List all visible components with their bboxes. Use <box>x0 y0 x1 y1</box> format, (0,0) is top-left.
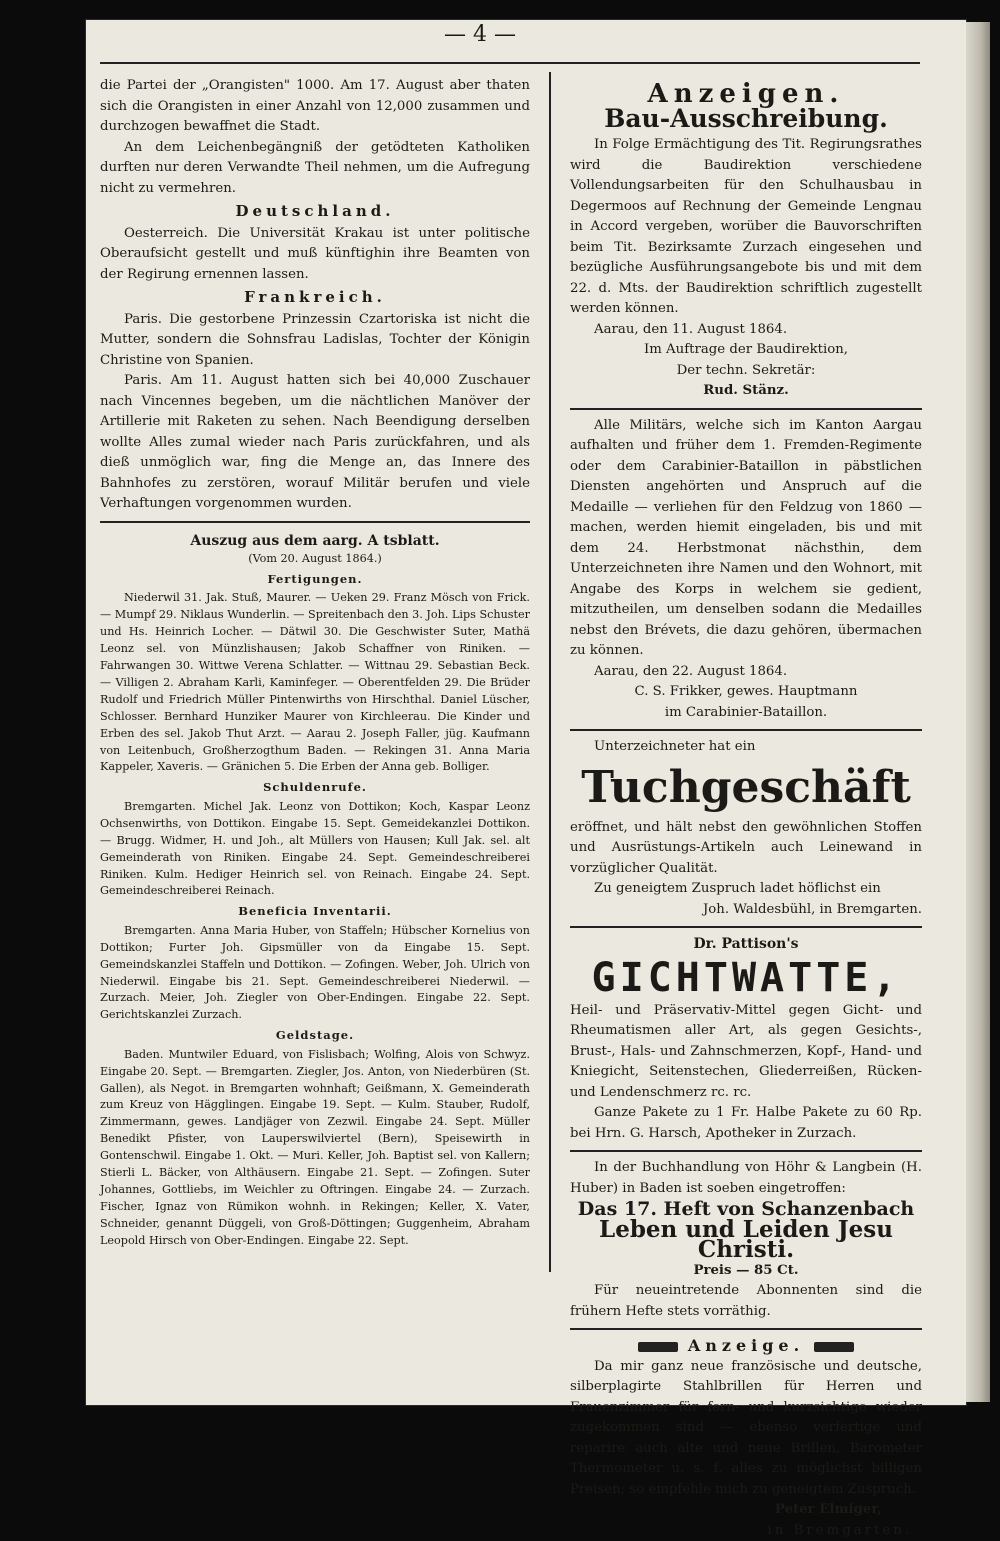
bau-ausschreibung-title: Bau-Ausschreibung. <box>570 109 922 130</box>
gichtwatte-title: GICHTWATTE, <box>570 955 922 1001</box>
ads-heading: Anzeigen. <box>570 84 922 105</box>
military-notice-date: Aarau, den 22. August 1864. <box>570 662 922 683</box>
bau-signature-line: Der techn. Sekretär: <box>570 361 922 382</box>
news-paragraph: An dem Leichenbegängniß der getödteten Katholiken durften nur deren Verwandte Theil nehmen, um die Aufregung nicht zu vermehren. <box>100 138 530 200</box>
section-heading-frankreich: Frankreich. <box>100 287 530 308</box>
brillen-signature-place: in Bremgarten. <box>570 1521 922 1541</box>
anzeige-label: Anzeige. <box>688 1336 804 1355</box>
section-heading-deutschland: Deutschland. <box>100 201 530 222</box>
pointing-hand-icon <box>814 1342 854 1352</box>
bau-text: In Folge Ermächtigung des Tit. Regirungsrathes wird die Baudirektion verschiedene Vollendungsarbeiten für den Schulhausbau in Degermoos auf Rechnung der Gemeinde Lengnau in Accord vergeben, worüber die Bauvorschriften beim Tit. Bezirksamte Zurzach eingesehen und bezügliche Ausführungsangebote bis und mit dem 22. d. Mts. der Baudirektion schriftlich zugestellt werden können. <box>570 135 922 320</box>
price-line: Preis — 85 Ct. <box>570 1261 922 1282</box>
schuldenrufe-text: Bremgarten. Michel Jak. Leonz von Dottikon; Koch, Kaspar Leonz Ochsenwirths, von Dottikon. Eingabe 15. Sept. Gemeidekanzlei Dottikon. — Brugg. Widmer, H. und Joh., alt Müllers von Hausen; Kull Jak. sel. alt Gemeinderath von Riniken. Eingabe 24. Sept. Gemeindeschreiberei Riniken. Kulm. Hediger Heinrich sel. von Reinach. Eingabe 24. Sept. Gemeindeschreiberei Reinach. <box>100 799 530 900</box>
extract-date: (Vom 20. August 1864.) <box>100 551 530 568</box>
extract-title: Auszug aus dem aarg. A tsblatt. <box>100 531 530 552</box>
gicht-price: Ganze Pakete zu 1 Fr. Halbe Pakete zu 60 Rp. bei Hrn. G. Harsch, Apotheker in Zurzach. <box>570 1103 922 1144</box>
left-column <box>100 76 530 1250</box>
bau-signature-line: Im Auftrage der Baudirektion, <box>570 340 922 361</box>
subheading-beneficia: Beneficia Inventarii. <box>100 901 530 922</box>
subheading-schuldenrufe: Schuldenrufe. <box>100 777 530 798</box>
column-divider <box>549 72 551 1272</box>
brillen-signature-name: Peter Elmiger, <box>570 1500 922 1521</box>
beneficia-text: Bremgarten. Anna Maria Huber, von Staffeln; Hübscher Kornelius von Dottikon; Furter Joh. Gipsmüller von da Eingabe 15. Sept. Gemeindskanzlei Staffeln und Dottikon. — Zofingen. Weber, Joh. Ulrich von Niederwil. Eingabe bis 21. Sept. Gemeindeschreiberei Niederwil. — Zurzach. Meier, Joh. Ziegler von Ober-Endingen. Eingabe 22. Sept. Gerichtskanzlei Zurzach. <box>100 923 530 1024</box>
ad-rule <box>570 1150 922 1152</box>
news-paragraph: Paris. Am 11. August hatten sich bei 40,000 Zuschauer nach Vincennes begeben, um die nächtlichen Manöver der Artillerie mit Raketen zu sehen. Nach Beendigung derselben wollte Alles zumal wieder nach Paris zurückfahren, und als dieß unmöglich war, fing die Menge an, das Innere des Bahnhofes zu zerstören, worauf Militär berufen und viele Verhaftungen vorgenommen wurden. <box>100 371 530 515</box>
tuch-intro: Unterzeichneter hat ein <box>570 737 922 758</box>
news-paragraph: die Partei der „Orangisten" 1000. Am 17. August aber thaten sich die Orangisten in einer Anzahl von 12,000 zusammen und durchzogen bewaffnet die Stadt. <box>100 76 530 138</box>
geldstage-text: Baden. Muntwiler Eduard, von Fislisbach; Wolfing, Alois von Schwyz. Eingabe 20. Sept. — Bremgarten. Ziegler, Jos. Anton, von Niederbüren (St. Gallen), als Negot. in Bremgarten wohnhaft; Geißmann, X. Gemeinderath zum Kreuz von Hägglingen. Eingabe 19. Sept. — Kulm. Stauber, Rudolf, Zimmermann, gewes. Landjäger von Zezwil. Eingabe 24. Sept. Müller Benedikt Pfister, von Lauperswilviertel (Bern), Speisewirth in Gontenschwil. Eingabe 1. Okt. — Muri. Keller, Joh. Baptist sel. von Kallern; Stierli L. Bäcker, von Althäusern. Eingabe 21. Sept. — Zofingen. Suter Johannes, Gottliebs, im Weichler zu Oftringen. Eingabe 24. — Zurzach. Fischer, Ignaz von Rümikon wohnh. in Rekingen; Keller, X. Vater, Schneider, genannt Düggeli, von Groß-Döttingen; Guggenheim, Abraham Leopold Hirsch von Ober-Endingen. Eingabe 22. Sept. <box>100 1047 530 1250</box>
buchhandlung-text: Für neueintretende Abonnenten sind die frühern Hefte stets vorräthig. <box>570 1281 922 1322</box>
military-notice-text: Alle Militärs, welche sich im Kanton Aargau aufhalten und früher dem 1. Fremden-Regimente oder dem Carabinier-Bataillon in päbstlichen Diensten angehörten und Anspruch auf die Medaille — verliehen für den Feldzug von 1860 — machen, werden hiemit eingeladen, bis und mit dem 24. Herbstmonat nächsthin, dem Unterzeichneten ihre Namen und den Wohnort, mit Angabe des Korps in welchem sie gedient, mitzutheilen, um denselben sodann die Medailles nebst den Brévets, die dazu gehören, übermachen zu können. <box>570 416 922 662</box>
page-edge <box>966 22 990 1402</box>
anzeige-heading <box>570 1336 922 1357</box>
right-column <box>570 76 922 1541</box>
ad-rule <box>570 1328 922 1330</box>
tuchgeschaeft-title: Tuchgeschäft <box>570 762 922 814</box>
fertigungen-text: Niederwil 31. Jak. Stuß, Maurer. — Ueken 29. Franz Mösch von Frick. — Mumpf 29. Niklaus Wunderlin. — Spreitenbach den 3. Joh. Lips Schuster und Hs. Heinrich Locher. — Dätwil 30. Die Geschwister Suter, Mathä Leonz sel. von Münzlishausen; Jakob Schaffner von Riniken. — Fahrwangen 30. Wittwe Verena Schlatter. — Wittnau 29. Sebastian Beck. — Villigen 2. Abraham Karli, Kaminfeger. — Oberentfelden 29. Die Brüder Rudolf und Friedrich Müller Pintenwirths von Hirschthal. Daniel Lüscher, Schlosser. Bernhard Hunziker Maurer von Kirchleerau. Die Kinder und Erben des sel. Jakob Thut Arzt. — Aarau 2. Joseph Faller, jüg. Kaufmann von Leitenbuch, Großherzogthum Baden. — Rekingen 31. Anna Maria Kappeler, Xaveris. — Gränichen 5. Die Erben der Anna geb. Bolliger. <box>100 590 530 776</box>
page-number: — 4 — <box>430 22 530 47</box>
news-paragraph: Paris. Die gestorbene Prinzessin Czartoriska ist nicht die Mutter, sondern die Sohnsfrau Ladislas, Tochter der Königin Christine von Spanien. <box>100 310 530 372</box>
subheading-geldstage: Geldstage. <box>100 1025 530 1046</box>
header-rule <box>100 62 920 64</box>
pattison-label: Dr. Pattison's <box>570 934 922 955</box>
military-signature: C. S. Frikker, gewes. Hauptmann <box>570 682 922 703</box>
leben-title: Leben und Leiden Jesu Christi. <box>570 1220 922 1261</box>
ad-rule <box>570 926 922 928</box>
pointing-hand-icon <box>638 1342 678 1352</box>
buchhandlung-text: In der Buchhandlung von Höhr & Langbein (H. Huber) in Baden ist soeben eingetroffen: <box>570 1158 922 1199</box>
military-signature: im Carabinier-Bataillon. <box>570 703 922 724</box>
ad-rule <box>570 729 922 731</box>
heft-title: Das 17. Heft von Schanzenbach <box>570 1199 922 1220</box>
bau-date: Aarau, den 11. August 1864. <box>570 320 922 341</box>
section-rule <box>100 521 530 523</box>
news-paragraph: Oesterreich. Die Universität Krakau ist unter politische Oberaufsicht gestellt und muß künftighin ihre Beamten von der Regirung ernennen lassen. <box>100 224 530 286</box>
tuch-text: eröffnet, und hält nebst den gewöhnlichen Stoffen und Ausrüstungs-Artikeln auch Leinewand in vorzüglicher Qualität. <box>570 818 922 880</box>
tuch-signature: Joh. Waldesbühl, in Bremgarten. <box>570 900 922 921</box>
brillen-text: Da mir ganz neue französische und deutsche, silberplagirte Stahlbrillen für Herren und Frauenzimmer für fern- und kurzsichtige wieder zugekommen sind — ebenso verfertige und reparire auch alte und neue Brillen, Barometer Thermometer u. s. f. alles zu möglichst billigen Preisen; so empfehle mich zu geneigtem Zuspruch. <box>570 1357 922 1501</box>
subheading-fertigungen: Fertigungen. <box>100 569 530 590</box>
ad-rule <box>570 408 922 410</box>
bau-signature-name: Rud. Stänz. <box>570 381 922 402</box>
tuch-text: Zu geneigtem Zuspruch ladet höflichst ein <box>570 879 922 900</box>
gicht-text: Heil- und Präservativ-Mittel gegen Gicht- und Rheumatismen aller Art, als gegen Gesichts-, Brust-, Hals- und Zahnschmerzen, Kopf-, Hand- und Kniegicht, Seitenstechen, Gliederreißen, Rücken- und Lendenschmerz rc. rc. <box>570 1001 922 1104</box>
